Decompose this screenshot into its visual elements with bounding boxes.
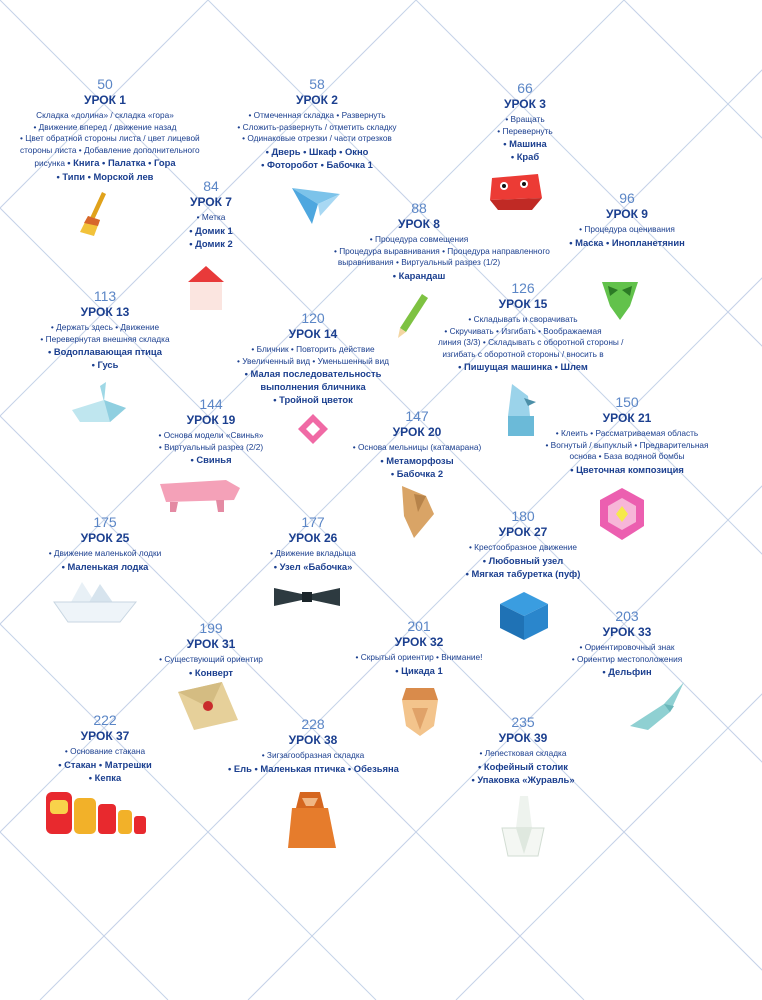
lesson-20: 147 УРОК 20 • Основа мельницы (катамарана) • Метаморфозы • Бабочка 2 [352,408,482,479]
cicada-origami-image [398,686,442,738]
lesson-7: 84 УРОК 7 • Метка • Домик 1 • Домик 2 [189,178,233,249]
lesson-13: 113 УРОК 13 • Держать здесь • Движение • Перевернутая внешняя складка • Водоплавающая птица • Гусь [40,288,170,370]
envelope-origami-image [176,680,240,732]
alien-mask-origami-image [600,276,640,322]
lesson-33: 203 УРОК 33 • Ориентировочный знак • Ориентир местоположения • Дельфин [571,608,683,677]
lesson-26: 177 УРОК 26 • Движение вкладыша • Узел «Бабочка» [270,514,356,572]
dove-origami-image [396,486,440,542]
matryoshka-origami-image [44,784,152,836]
lesson-21: 150 УРОК 21 • Клеить • Рассматриваемая область • Вогнутый / выпуклый • Предварительная основа • База водяной бомбы • Цветочная композиция [545,394,709,475]
butterfly-origami-image [290,186,342,226]
lesson-31: 199 УРОК 31 • Существующий ориентир • Конверт [159,620,263,678]
flower-ring-origami-image [298,414,328,444]
lesson-9: 96 УРОК 9 • Процедура оценивания • Маска • Инопланетянин [569,190,685,248]
lesson-2: 58 УРОК 2 • Отмеченная складка • Развернуть • Сложить-развернуть / отметить складку • Одинаковые отрезки / части отрезков • Дверь • Шкаф • Окно • Фоторобот • Бабочка 1 [237,76,397,170]
house-origami-image [186,264,226,312]
crab-origami-image [486,170,544,214]
lesson-38: 228 УРОК 38 • Зигзагообразная складка • Ель • Маленькая птичка • Обезьяна [228,716,399,774]
dolphin-origami-image [624,682,690,734]
lesson-title: УРОК 1 [84,93,126,107]
lesson-8: 88 УРОК 8 • Процедура совмещения • Процедура выравнивания • Процедура направленного выравнивания • Виртуальный разрез (1/2) • Карандаш [334,200,550,281]
lesson-page: 50 [97,76,113,92]
swan-origami-image [70,382,130,424]
pig-origami-image [156,474,244,514]
lesson-15: 126 УРОК 15 • Складывать и сворачивать • Скручивать • Изгибать • Воображаемая линия (3/3) • Складывать с оборотной стороны / изгибать с оборотной стороны / вносить в • Пишущая машинка • Шлем [438,280,624,372]
lesson-3: 66 УРОК 3 • Вращать • Перевернуть • Машина • Краб [497,80,553,162]
flower-origami-image [594,486,650,542]
lesson-32: 201 УРОК 32 • Скрытый ориентир • Внимание! • Цикада 1 [355,618,483,676]
pencil-origami-image [398,294,428,338]
lesson-1: 50 УРОК 1 Складка «долина» / складка «гора» • Движение вперед / движение назад • Цвет обратной стороны листа / цвет лицевой стороны листа • Добавление дополнительного рисунка • Книга • Палатка • Гора • Типи • Морской лев [20,76,200,182]
lesson-37: 222 УРОК 37 • Основание стакана • Стакан • Матрешки • Кепка [58,712,152,783]
lesson-14: 120 УРОК 14 • Бличник • Повторить действие • Увеличенный вид • Уменьшенный вид • Малая последовательность выполнения бличника • Тройной цветок [237,310,389,405]
bow-tie-origami-image [272,584,342,610]
lesson-39: 235 УРОК 39 • Лепестковая складка • Кофейный столик • Упаковка «Журавль» [471,714,575,785]
lesson-25: 175 УРОК 25 • Движение маленькой лодки • Маленькая лодка [48,514,162,572]
crane-package-origami-image [498,794,548,860]
monkey-origami-image [284,790,340,854]
cube-origami-image [498,590,550,642]
lesson-19: 144 УРОК 19 • Основа модели «Свинья» • Виртуальный разрез (2/2) • Свинья [158,396,264,465]
typewriter-origami-image [502,380,538,440]
broom-origami-image [80,190,120,238]
boat-origami-image [52,580,138,626]
lesson-27: 180 УРОК 27 • Крестообразное движение • Любовный узел • Мягкая табуретка (пуф) [465,508,581,579]
